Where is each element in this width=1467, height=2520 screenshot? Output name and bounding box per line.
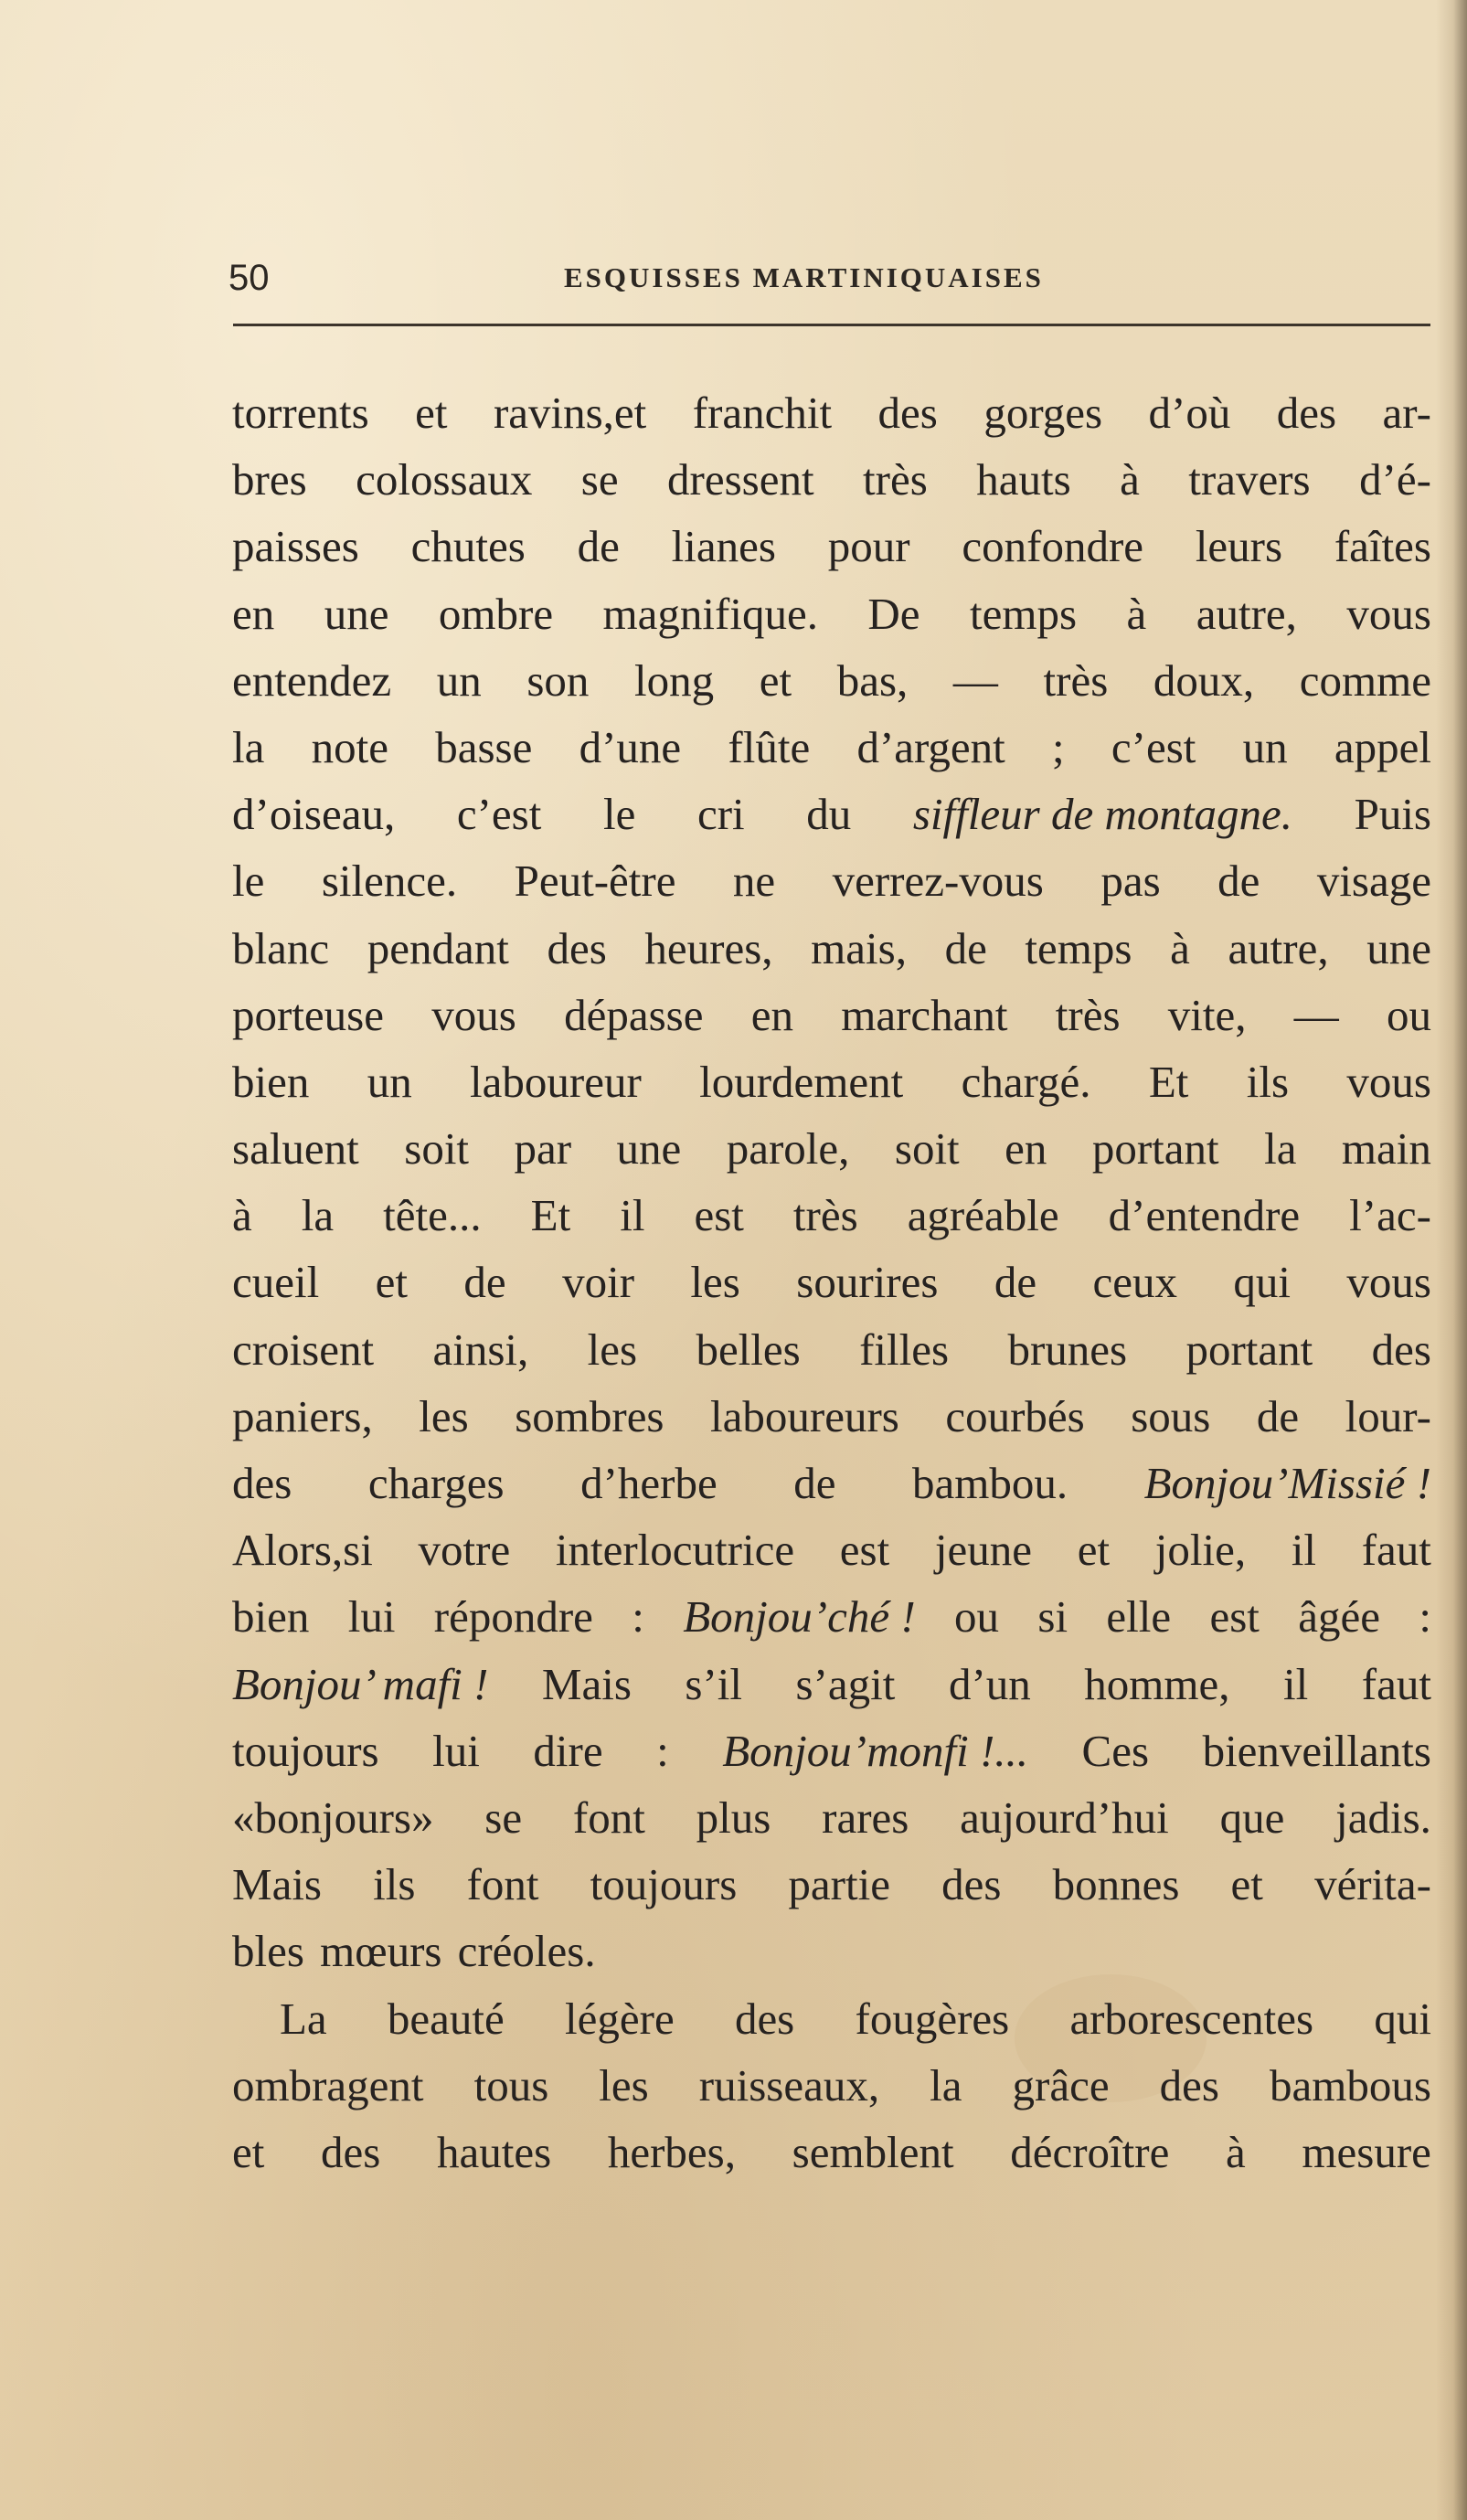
word: blanc xyxy=(232,922,330,973)
word: il xyxy=(1283,1658,1309,1709)
word: en xyxy=(750,989,793,1040)
word: cri xyxy=(696,789,745,840)
word: des xyxy=(321,2126,381,2177)
word: ainsi, xyxy=(432,1324,529,1375)
text-line xyxy=(232,1450,1431,1516)
word: une xyxy=(1366,922,1431,973)
word: Ces xyxy=(1081,1725,1150,1776)
word: torrents xyxy=(232,388,369,438)
page-number: 50 xyxy=(229,258,270,298)
word: ne xyxy=(732,856,776,907)
word: Peut-être xyxy=(514,856,676,907)
word: un xyxy=(436,654,482,706)
word: Mais xyxy=(232,1859,322,1910)
word: du xyxy=(806,789,852,840)
word: s’il xyxy=(685,1658,743,1709)
word: parole, xyxy=(726,1123,850,1175)
word: de xyxy=(944,922,987,973)
word: lianes xyxy=(671,521,776,572)
word: sombres xyxy=(515,1390,664,1441)
word: toujours xyxy=(232,1725,379,1776)
text-line xyxy=(232,1115,1431,1182)
word: est xyxy=(1209,1591,1260,1643)
word: : xyxy=(656,1725,669,1776)
word: à xyxy=(232,1190,252,1241)
word: vous xyxy=(431,989,516,1040)
word: De xyxy=(867,588,920,639)
word: beauté xyxy=(387,1993,505,2044)
word: ravins,et xyxy=(493,388,647,438)
word: dressent xyxy=(667,454,814,505)
word: charges xyxy=(367,1458,505,1508)
word: d’é- xyxy=(1359,454,1431,505)
text-line xyxy=(232,2052,1431,2119)
word: et xyxy=(415,388,448,438)
word: d’une xyxy=(579,721,682,772)
word: portant xyxy=(1091,1123,1219,1175)
word: d’argent xyxy=(856,721,1005,772)
word: hautes xyxy=(437,2126,552,2177)
word: la xyxy=(301,1190,335,1241)
word: sourires xyxy=(796,1257,939,1308)
word: les xyxy=(587,1324,638,1375)
word: partie xyxy=(788,1859,890,1910)
word: à xyxy=(1120,454,1140,505)
word: ou xyxy=(954,1591,1000,1643)
word: plus xyxy=(696,1792,771,1843)
word: un xyxy=(1242,721,1288,772)
word: un xyxy=(367,1056,412,1107)
word: les xyxy=(419,1390,469,1441)
word: ; xyxy=(1052,721,1065,772)
word: des xyxy=(941,1859,1002,1910)
word: en xyxy=(232,588,275,639)
word: de xyxy=(994,1257,1037,1308)
word: une xyxy=(616,1123,682,1175)
word: qui xyxy=(1374,1993,1431,2044)
word: s’agit xyxy=(795,1658,896,1709)
word: vous xyxy=(1346,1257,1431,1308)
word: bien xyxy=(232,1591,310,1643)
text-line xyxy=(232,915,1431,982)
word: très xyxy=(792,1190,858,1241)
word: : xyxy=(632,1591,644,1643)
text-line xyxy=(232,1717,1431,1784)
word: bien xyxy=(232,1056,310,1107)
word: ruisseaux, xyxy=(698,2059,880,2111)
word: doux, xyxy=(1153,654,1255,706)
word: portant xyxy=(1185,1324,1313,1375)
word: il xyxy=(620,1190,645,1241)
word: des xyxy=(1371,1324,1431,1375)
word: long xyxy=(634,654,715,706)
word: La xyxy=(280,1993,327,2044)
word: ombragent xyxy=(232,2059,424,2111)
text-line xyxy=(232,513,1431,579)
word: une xyxy=(324,588,389,639)
word: travers xyxy=(1188,454,1311,505)
text-line xyxy=(232,1516,1431,1583)
text-line xyxy=(232,847,1431,914)
word: soit xyxy=(404,1123,470,1175)
word: et xyxy=(375,1257,409,1308)
word: se xyxy=(484,1792,523,1843)
word: : xyxy=(1419,1591,1431,1643)
text-line xyxy=(232,2119,1431,2185)
word: tous xyxy=(473,2059,549,2111)
word: toujours xyxy=(590,1859,738,1910)
word: temps xyxy=(970,588,1078,639)
word: de xyxy=(463,1257,506,1308)
word: d’herbe xyxy=(580,1458,718,1508)
word: jolie, xyxy=(1154,1525,1247,1576)
word: visage xyxy=(1316,856,1431,907)
word: paisses xyxy=(232,521,359,572)
word: arborescentes xyxy=(1069,1993,1314,2044)
word: la xyxy=(930,2059,962,2111)
word: appel xyxy=(1334,721,1431,772)
word: aujourd’hui xyxy=(960,1792,1169,1843)
word: leurs xyxy=(1195,521,1283,572)
word: — xyxy=(952,654,998,706)
word: interlocutrice xyxy=(555,1525,795,1576)
word: en xyxy=(1005,1123,1047,1175)
word: la xyxy=(1264,1123,1297,1175)
word: c’est xyxy=(456,789,542,840)
word: filles xyxy=(859,1324,950,1375)
text-line xyxy=(232,647,1431,714)
word: chutes xyxy=(410,521,526,572)
word: mœurs xyxy=(320,1926,442,1977)
word: lour- xyxy=(1345,1390,1431,1441)
word: ombre xyxy=(438,588,554,639)
word: des xyxy=(734,1993,795,2044)
word: semblent xyxy=(792,2126,954,2177)
word: bles xyxy=(232,1926,304,1977)
text-line xyxy=(232,1316,1431,1383)
word: ils xyxy=(373,1859,416,1910)
word: belles xyxy=(696,1324,801,1375)
word: rares xyxy=(822,1792,909,1843)
word: colossaux xyxy=(356,454,533,505)
word: verrez-vous xyxy=(832,856,1044,907)
word: faut xyxy=(1361,1525,1431,1576)
word: de xyxy=(793,1458,836,1508)
word: porteuse xyxy=(232,989,384,1040)
word: pour xyxy=(827,521,910,572)
word: flûte xyxy=(728,721,811,772)
word: bres xyxy=(232,454,307,505)
word: ar- xyxy=(1382,388,1431,438)
running-title: ESQUISSES MARTINIQUAISES xyxy=(564,261,1044,293)
word: bambou. xyxy=(911,1458,1068,1508)
word: autre, xyxy=(1196,588,1297,639)
word: des xyxy=(877,388,938,438)
italic-phrase: Bonjou’ mafi ! xyxy=(232,1658,489,1709)
word: elle xyxy=(1106,1591,1172,1643)
italic-phrase: siffleur de montagne. xyxy=(912,789,1292,840)
word: saluent xyxy=(232,1123,359,1175)
word: sous xyxy=(1131,1390,1211,1441)
word: hauts xyxy=(976,454,1071,505)
word: bambous xyxy=(1270,2059,1431,2111)
word: votre xyxy=(418,1525,511,1576)
word: faut xyxy=(1361,1658,1431,1709)
word: comme xyxy=(1299,654,1431,706)
word: créoles. xyxy=(457,1926,596,1977)
word: lourdement xyxy=(699,1056,904,1107)
word: dire xyxy=(533,1725,603,1776)
word: bonnes xyxy=(1052,1859,1180,1910)
word: temps xyxy=(1025,922,1132,973)
word: qui xyxy=(1233,1257,1291,1308)
word: Et xyxy=(1148,1056,1189,1107)
word: voir xyxy=(562,1257,635,1308)
word: que xyxy=(1219,1792,1285,1843)
word: paniers, xyxy=(232,1390,373,1441)
word: agréable xyxy=(907,1190,1059,1241)
text-line xyxy=(232,1583,1431,1650)
word: à xyxy=(1226,2126,1246,2177)
word: légère xyxy=(565,1993,675,2044)
word: note xyxy=(311,721,388,772)
word: de xyxy=(1256,1390,1300,1441)
word: vous xyxy=(1346,588,1431,639)
word: des xyxy=(232,1458,292,1508)
word: Mais xyxy=(541,1658,632,1709)
word: des xyxy=(547,922,607,973)
word: à xyxy=(1126,588,1147,639)
word: confondre xyxy=(962,521,1144,572)
word: des xyxy=(1159,2059,1219,2111)
word: la xyxy=(232,721,265,772)
text-line xyxy=(232,446,1431,513)
word: cueil xyxy=(232,1257,320,1308)
word: mesure xyxy=(1302,2126,1431,2177)
italic-phrase: Bonjou’Missié ! xyxy=(1143,1458,1431,1508)
word: ceux xyxy=(1092,1257,1177,1308)
word: âgée xyxy=(1298,1591,1381,1643)
word: entendez xyxy=(232,654,392,706)
word: faîtes xyxy=(1334,521,1431,572)
word: les xyxy=(690,1257,740,1308)
word: font xyxy=(572,1792,645,1843)
word: se xyxy=(580,454,619,505)
word: herbes, xyxy=(607,2126,736,2177)
text-line xyxy=(232,1784,1431,1851)
text-line xyxy=(232,1651,1431,1717)
word: est xyxy=(839,1525,890,1576)
word: et xyxy=(1077,1525,1111,1576)
word: l’ac- xyxy=(1349,1190,1431,1241)
word: magnifique. xyxy=(602,588,818,639)
word: si xyxy=(1037,1591,1068,1643)
word: fougères xyxy=(855,1993,1010,2044)
word: tête... xyxy=(383,1190,482,1241)
text-line xyxy=(232,1918,1431,1984)
running-head xyxy=(229,258,1431,305)
word: font xyxy=(466,1859,539,1910)
word: il xyxy=(1291,1525,1317,1576)
header-rule xyxy=(233,324,1430,326)
italic-phrase: Bonjou’monfi !... xyxy=(722,1725,1029,1776)
text-line xyxy=(232,1985,1431,2052)
word: vite, xyxy=(1167,989,1247,1040)
word: très xyxy=(1055,989,1121,1040)
word: main xyxy=(1341,1123,1431,1175)
word: à xyxy=(1170,922,1190,973)
word: le xyxy=(602,789,636,840)
text-line xyxy=(232,1048,1431,1115)
text-line xyxy=(232,1249,1431,1315)
word: d’oiseau, xyxy=(232,789,396,840)
word: brunes xyxy=(1007,1324,1128,1375)
word: son xyxy=(526,654,590,706)
text-line xyxy=(232,1851,1431,1918)
text-line xyxy=(232,982,1431,1048)
text-line xyxy=(232,379,1431,446)
word: autre, xyxy=(1228,922,1329,973)
word: homme, xyxy=(1084,1658,1230,1709)
word: bas, xyxy=(836,654,909,706)
word: grâce xyxy=(1012,2059,1110,2111)
word: ils xyxy=(1246,1056,1290,1107)
word: lui xyxy=(347,1591,396,1643)
word: très xyxy=(1043,654,1109,706)
word: vous xyxy=(1346,1056,1431,1107)
text-line xyxy=(232,580,1431,647)
word: «bonjours» xyxy=(232,1792,434,1843)
word: des xyxy=(1276,388,1337,438)
word: d’un xyxy=(948,1658,1031,1709)
word: laboureurs xyxy=(710,1390,899,1441)
italic-phrase: Bonjou’ché ! xyxy=(683,1591,916,1643)
word: les xyxy=(599,2059,649,2111)
word: de xyxy=(1217,856,1260,907)
word: et xyxy=(1230,1859,1263,1910)
word: silence. xyxy=(321,856,458,907)
text-line xyxy=(232,781,1431,847)
word: laboureur xyxy=(470,1056,642,1107)
word: par xyxy=(514,1123,572,1175)
word: ou xyxy=(1387,989,1431,1040)
word: bienveillants xyxy=(1202,1725,1431,1776)
word: Puis xyxy=(1354,789,1431,840)
word: le xyxy=(232,856,265,907)
word: — xyxy=(1293,989,1339,1040)
word: gorges xyxy=(983,388,1103,438)
word: très xyxy=(863,454,928,505)
word: et xyxy=(759,654,792,706)
word: jadis. xyxy=(1335,1792,1431,1843)
word: d’où xyxy=(1148,388,1231,438)
word: marchant xyxy=(841,989,1008,1040)
word: décroître xyxy=(1010,2126,1170,2177)
word: Et xyxy=(530,1190,571,1241)
word: mais, xyxy=(811,922,907,973)
word: est xyxy=(694,1190,744,1241)
word: et xyxy=(232,2126,265,2177)
word: c’est xyxy=(1111,721,1196,772)
word: jeune xyxy=(934,1525,1033,1576)
word: croisent xyxy=(232,1324,375,1375)
word: franchit xyxy=(692,388,833,438)
word: pas xyxy=(1100,856,1161,907)
word: pendant xyxy=(367,922,509,973)
body-text xyxy=(232,379,1431,2185)
word: d’entendre xyxy=(1108,1190,1301,1241)
word: Alors,si xyxy=(232,1525,373,1576)
word: vérita- xyxy=(1314,1859,1431,1910)
word: basse xyxy=(435,721,533,772)
word: heures, xyxy=(644,922,773,973)
word: chargé. xyxy=(961,1056,1091,1107)
text-line xyxy=(232,1182,1431,1249)
word: soit xyxy=(894,1123,960,1175)
word: courbés xyxy=(945,1390,1085,1441)
word: dépasse xyxy=(564,989,704,1040)
text-line xyxy=(232,714,1431,781)
text-line xyxy=(232,1383,1431,1450)
page-edge-shadow xyxy=(1436,0,1467,2520)
word: lui xyxy=(432,1725,480,1776)
word: de xyxy=(577,521,620,572)
word: répondre xyxy=(433,1591,593,1643)
